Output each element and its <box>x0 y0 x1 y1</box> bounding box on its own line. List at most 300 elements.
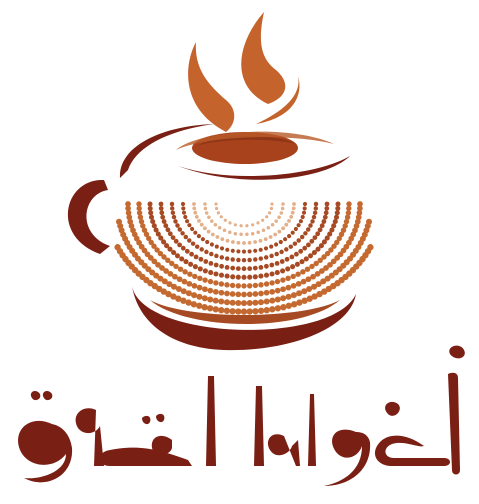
cup-dot <box>188 262 193 267</box>
cup-dot <box>304 256 309 261</box>
cup-dot <box>292 206 296 210</box>
cup-dot <box>290 264 295 269</box>
cup-dot <box>230 283 235 288</box>
cup-dot <box>252 308 258 314</box>
cup-dot <box>228 221 231 224</box>
cup-dot <box>209 252 213 256</box>
cup-dot <box>279 250 283 254</box>
cup-dot <box>220 215 223 218</box>
cup-dot <box>280 259 285 264</box>
cup-dot <box>225 274 230 279</box>
cup-dot <box>303 231 307 235</box>
cup-dot <box>286 303 292 309</box>
cup-dot <box>289 215 293 219</box>
cup-dot <box>116 219 122 225</box>
cup-dot <box>224 291 230 297</box>
cup-dot <box>231 240 235 244</box>
cup-dot <box>187 272 192 277</box>
cup-dot <box>315 231 320 236</box>
cup-dot <box>291 301 297 307</box>
cup-dot <box>256 221 259 224</box>
cup-dot <box>136 201 141 206</box>
cup-dot <box>264 290 270 296</box>
cup-dot <box>280 295 286 301</box>
cup-dot <box>211 233 215 237</box>
cup-dot <box>308 223 312 227</box>
cup-dot <box>299 219 303 223</box>
cup-dot <box>224 282 229 287</box>
cup-dot <box>291 211 295 215</box>
cup-dot <box>225 248 229 252</box>
cup-dot <box>181 246 186 251</box>
cup-dot <box>259 256 263 260</box>
cup-dot <box>323 215 328 220</box>
cup-dot <box>214 202 217 205</box>
cup-dot <box>215 207 218 210</box>
cup-dot <box>258 291 264 297</box>
cup-dot <box>247 275 252 280</box>
cup-dot <box>267 226 271 230</box>
cup-dot <box>195 215 199 219</box>
cup-dot <box>230 266 235 271</box>
cup-dot <box>214 263 219 268</box>
cup-dot <box>191 292 197 298</box>
cup-dot <box>265 215 268 218</box>
cup-dot <box>172 215 176 219</box>
cup-dot <box>149 215 154 220</box>
cup-dot <box>183 215 187 219</box>
cup-dot <box>160 215 165 220</box>
cup-dot <box>236 241 240 245</box>
cup-dot <box>175 253 180 258</box>
cup-dot <box>258 282 263 287</box>
cup-dot <box>274 252 278 256</box>
cup-dot <box>171 235 176 240</box>
cup-dot <box>202 286 208 292</box>
cup-dot <box>197 219 201 223</box>
cup-dot <box>271 223 275 227</box>
cup-dot <box>224 299 230 305</box>
cup-dot <box>245 233 249 237</box>
cup-dot <box>215 245 219 249</box>
cup-dot <box>281 226 285 230</box>
cup-dot <box>186 281 192 287</box>
cup-dot <box>275 305 281 311</box>
cup-dot <box>286 294 292 300</box>
cup-dot <box>309 264 314 269</box>
cup-dot <box>202 295 208 301</box>
cup-dot <box>185 249 190 254</box>
cup-dot <box>213 280 218 285</box>
cup-dot <box>231 249 235 253</box>
cup-dot <box>148 206 153 211</box>
cup-dot <box>285 257 290 262</box>
cup-dot <box>234 232 238 236</box>
cup-dot <box>203 202 207 206</box>
cup-dot <box>114 244 120 250</box>
cup-dot <box>280 286 286 292</box>
cup-dot <box>203 226 207 230</box>
cup-dot <box>301 215 305 219</box>
cup-dot <box>159 210 164 215</box>
cup-dot <box>205 211 209 215</box>
cup-dot <box>197 234 201 238</box>
cup-dot <box>202 277 207 282</box>
cup-dot <box>296 238 300 242</box>
cup-dot <box>205 240 209 244</box>
cup-dot <box>253 291 259 297</box>
cup-dot <box>286 285 292 291</box>
cup-dot <box>269 254 273 258</box>
cup-dot <box>247 283 252 288</box>
cup-dot <box>300 235 304 239</box>
cup-dot <box>264 298 270 304</box>
cup-dot <box>213 271 218 276</box>
cup-dot <box>248 249 252 253</box>
cup-dot <box>219 281 224 286</box>
cup-dot <box>335 201 340 206</box>
cup-dot <box>180 231 184 235</box>
cup-dot <box>277 215 281 219</box>
cup-dot <box>251 232 255 236</box>
cup-dot <box>253 266 258 271</box>
cup-dot <box>162 219 167 224</box>
cup-dot <box>297 223 301 227</box>
cup-dot <box>219 273 224 278</box>
cup-dot <box>182 211 186 215</box>
cup-dot <box>296 290 302 296</box>
cup-dot <box>201 304 207 310</box>
cup-dot <box>203 268 208 273</box>
cup-dot <box>242 241 246 245</box>
cup-dot <box>324 210 329 215</box>
cup-dot <box>193 211 197 215</box>
cup-dot <box>277 230 281 234</box>
cup-dot <box>296 281 302 287</box>
cup-dot <box>269 298 275 304</box>
cup-dot <box>207 215 211 219</box>
cup-dot <box>269 245 273 249</box>
cup-dot <box>187 223 191 227</box>
cup-dot <box>270 207 273 210</box>
cup-dot <box>236 275 241 280</box>
cup-dot <box>283 237 287 241</box>
cup-dot <box>241 292 247 298</box>
cup-dot <box>197 276 202 281</box>
cup-dot <box>148 210 153 215</box>
cup-dot <box>295 262 300 267</box>
cup-dot <box>168 231 173 236</box>
cup-dot <box>218 226 222 230</box>
cup-dot <box>163 223 168 228</box>
cup-dot <box>313 235 318 240</box>
cup-dot <box>291 274 296 279</box>
cup-dot <box>159 206 164 211</box>
cup-dot <box>312 250 317 255</box>
cup-dot <box>213 289 219 295</box>
cup-dot <box>204 250 208 254</box>
cup-dot <box>230 300 236 306</box>
cup-dot <box>193 231 197 235</box>
cup-dot <box>269 306 275 312</box>
cup-dot <box>196 294 202 300</box>
cup-dot <box>183 259 188 264</box>
cup-dot <box>213 306 219 312</box>
cup-dot <box>258 308 264 314</box>
cup-dot <box>242 250 246 254</box>
cup-dot <box>240 224 243 227</box>
cup-dot <box>264 307 270 313</box>
cup-dot <box>335 210 340 215</box>
cup-dot <box>182 269 187 274</box>
cup-dot <box>181 202 185 206</box>
cup-handle <box>68 180 110 254</box>
cup-dot <box>264 264 269 269</box>
cup-dot <box>303 206 307 210</box>
cup-dot <box>193 264 198 269</box>
cup-dot <box>310 219 314 223</box>
cup-dot <box>290 255 295 260</box>
cup-dot <box>223 229 227 233</box>
cup-dot <box>210 219 214 223</box>
cup-dot <box>301 279 307 285</box>
cup-dot <box>258 274 263 279</box>
cup-dot <box>324 206 329 211</box>
cup-dot <box>192 283 198 289</box>
cup-dot <box>253 257 257 261</box>
cup-dot <box>207 288 213 294</box>
cup-dot <box>219 290 225 296</box>
cup-dot <box>284 247 288 251</box>
cup-dot <box>275 296 281 302</box>
cup-dot <box>285 266 290 271</box>
cup-dot <box>214 254 218 258</box>
cup-dot <box>220 237 224 241</box>
cup-dot <box>125 201 131 207</box>
cup-dot <box>184 235 188 239</box>
cup-dot <box>181 206 185 210</box>
cup-dot <box>334 215 339 220</box>
cup-dot <box>230 291 236 297</box>
cup-dot <box>252 300 258 306</box>
cup-dot <box>241 275 246 280</box>
cup-dot <box>256 231 260 235</box>
cup-dot <box>226 239 230 243</box>
cup-dot <box>292 202 296 206</box>
cup-dot <box>199 247 203 251</box>
cup-dot <box>218 298 224 304</box>
cup-dot <box>195 244 199 248</box>
cup-dot <box>235 300 241 306</box>
cup-dot <box>280 304 286 310</box>
cup-dot <box>234 223 237 226</box>
cup-dot <box>241 300 247 306</box>
cup-dot <box>248 241 252 245</box>
cup-dot <box>291 292 297 298</box>
cup-dot <box>259 248 263 252</box>
cup-dot <box>302 246 307 251</box>
cup-dot <box>247 258 251 262</box>
cup-dot <box>291 283 297 289</box>
cup-dot <box>189 252 194 257</box>
cup-dot <box>291 231 295 235</box>
cup-dot <box>258 299 264 305</box>
cup-dot <box>264 255 268 259</box>
cup-dot <box>313 211 317 215</box>
cup-dot <box>322 219 327 224</box>
cup-dot <box>220 246 224 250</box>
cup-dot <box>242 258 246 262</box>
cup-dot <box>289 244 293 248</box>
cup-dot <box>208 270 213 275</box>
cup-dot <box>280 277 285 282</box>
cup-dot <box>177 243 182 248</box>
cup-dot <box>264 273 269 278</box>
cup-dot <box>199 257 204 262</box>
cup-dot <box>270 202 273 205</box>
cup-dot-pattern <box>114 201 373 315</box>
cup-dot <box>306 227 310 231</box>
cup-dot <box>204 207 208 211</box>
cup-dot <box>299 259 304 264</box>
cup-dot <box>170 206 174 210</box>
cup-dot <box>185 219 189 223</box>
cup-dot <box>302 211 306 215</box>
cup-dot <box>197 285 203 291</box>
cup-dot <box>295 272 300 277</box>
cup-dot <box>225 256 229 260</box>
cup-dot <box>280 211 284 215</box>
cup-dot <box>173 219 177 223</box>
cup-dot <box>264 281 269 286</box>
cup-dot <box>247 308 253 314</box>
cup-dot <box>187 238 191 242</box>
cup-dot <box>309 239 314 244</box>
cup-dot <box>259 265 264 270</box>
cup-dot <box>253 283 258 288</box>
steam-icon <box>188 12 299 132</box>
cup-dot <box>275 270 280 275</box>
cup-dot <box>242 266 247 271</box>
cup-dot <box>253 249 257 253</box>
cup-dot <box>175 223 179 227</box>
cup-dot <box>159 202 164 207</box>
cup-dot <box>213 298 219 304</box>
cup-dot <box>274 242 278 246</box>
cup-dot <box>220 255 224 259</box>
cup-dot <box>235 308 241 314</box>
cup-dot <box>280 268 285 273</box>
cup-dot <box>171 211 175 215</box>
cup-dot <box>294 252 299 257</box>
cup-dot <box>293 241 297 245</box>
cup-dot <box>192 274 197 279</box>
cup-dot <box>209 261 214 266</box>
cup-dot <box>219 264 224 269</box>
cup-dot <box>224 219 227 222</box>
cup-dot <box>235 292 241 298</box>
cup-dot <box>207 305 213 311</box>
cup-dot <box>268 211 271 214</box>
logo-lettering <box>18 346 465 486</box>
cup-dot <box>259 239 263 243</box>
cup-dot <box>178 227 182 231</box>
cup-dot <box>190 227 194 231</box>
cup-dot <box>229 308 235 314</box>
cup-dot <box>253 274 258 279</box>
cup-dot <box>147 201 152 206</box>
cup-dot <box>170 202 174 206</box>
cup-dot <box>335 206 340 211</box>
cup-dot <box>247 292 253 298</box>
cup-dot <box>239 233 243 237</box>
cup-dot <box>275 279 280 284</box>
cup-dot <box>236 249 240 253</box>
cup-dot <box>314 206 318 210</box>
cup-dot <box>325 202 330 207</box>
cup-dot <box>210 242 214 246</box>
cup-dot <box>273 233 277 237</box>
cup-dot <box>287 234 291 238</box>
cup-dot <box>217 211 220 214</box>
logo-name: أضواء القهوة <box>237 500 243 501</box>
cup-dot <box>262 229 266 233</box>
cup-dot <box>279 240 283 244</box>
cup-dot <box>179 256 184 261</box>
cup-dot <box>241 283 246 288</box>
cup-dot <box>253 240 257 244</box>
cup-dot <box>236 266 241 271</box>
cup-dot <box>275 288 281 294</box>
cup-dot <box>261 219 264 222</box>
cup-dot <box>192 202 196 206</box>
cup-dot <box>264 237 268 241</box>
cup-dot <box>215 235 219 239</box>
cup-dot <box>269 289 275 295</box>
cup-dot <box>274 219 278 223</box>
cup-dot <box>247 266 252 271</box>
cup-dot <box>318 227 323 232</box>
cup-dot <box>214 223 218 227</box>
cup-dot <box>275 261 280 266</box>
cup-dot <box>314 202 318 206</box>
cup-dot <box>192 206 196 210</box>
cup-dot <box>236 258 240 262</box>
cup-dot <box>264 246 268 250</box>
cup-dot <box>166 227 171 232</box>
cup-dot <box>298 249 303 254</box>
cup-dot <box>285 276 290 281</box>
cup-dot <box>245 224 248 227</box>
cup-dot <box>201 237 205 241</box>
cup-dot <box>218 307 224 313</box>
cup-dot <box>230 257 234 261</box>
cup-dot <box>247 300 253 306</box>
cup-dot <box>196 303 202 309</box>
cup-dot <box>207 230 211 234</box>
cup-dot <box>228 231 232 235</box>
cup-dot <box>203 259 208 264</box>
cup-dot <box>224 308 230 314</box>
cup-dot <box>281 202 285 206</box>
cup-dot <box>294 227 298 231</box>
cup-dot <box>208 279 213 284</box>
cup-dot <box>284 223 288 227</box>
cup-dot <box>230 274 235 279</box>
cup-dot <box>303 202 307 206</box>
cup-dot <box>312 215 316 219</box>
cup-dot <box>191 241 195 245</box>
